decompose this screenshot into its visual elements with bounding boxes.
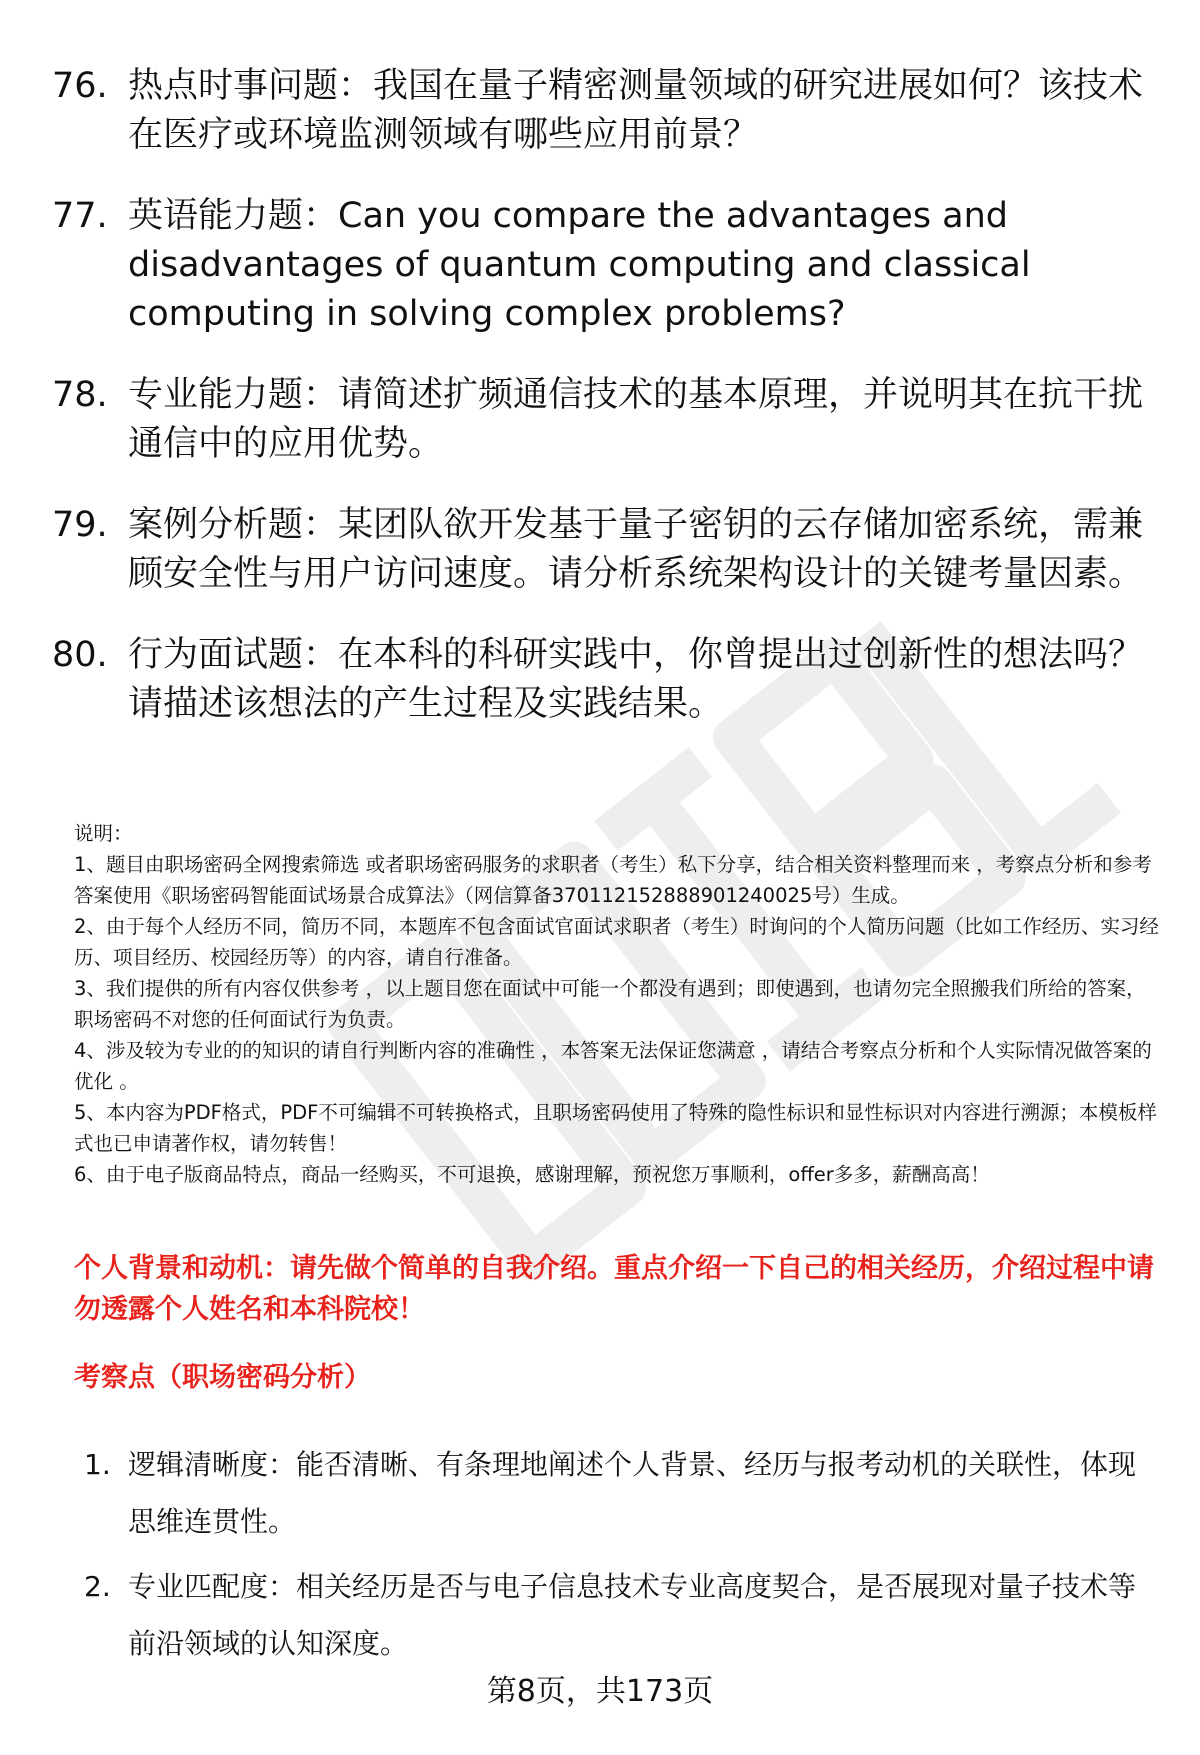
question-text: 热点时事问题：我国在量子精密测量领域的研究进展如何？该技术在医疗或环境监测领域有哪些应用前景？ — [128, 66, 1144, 155]
question-number: 78. — [52, 375, 108, 415]
question-number: 80. — [52, 635, 108, 675]
question-item — [52, 631, 1152, 729]
question-item — [52, 62, 1152, 160]
note-item: 6、由于电子版商品特点，商品一经购买，不可退换，感谢理解，预祝您万事顺利，offer多多，薪酬高高！ — [74, 1163, 990, 1186]
analysis-item — [84, 1436, 1144, 1550]
question-text: 案例分析题：某团队欲开发基于量子密钥的云存储加密系统，需兼顾安全性与用户访问速度。请分析系统架构设计的关键考量因素。 — [128, 505, 1144, 594]
question-number: 79. — [52, 505, 108, 545]
page-number: 第8页，共173页 — [486, 1674, 714, 1709]
question-text: 英语能力题：Can you compare the advantages and disadvantages of quantum computing and classical computing in solving complex problems? — [128, 196, 1031, 334]
note-item: 4、涉及较为专业的的知识的请自行判断内容的准确性 ，本答案无法保证您满意 ，请结合考察点分析和个人实际情况做答案的优化 。 — [74, 1039, 1152, 1093]
analysis-text: 专业匹配度：相关经历是否与电子信息技术专业高度契合，是否展现对量子技术等前沿领域的认知深度。 — [128, 1570, 1137, 1660]
note-item: 2、由于每个人经历不同，简历不同，本题库不包含面试官面试求职者（考生）时询问的个人简历问题（比如工作经历、实习经历、项目经历、校园经历等）的内容，请自行准备。 — [74, 915, 1159, 969]
analysis-item — [84, 1558, 1144, 1672]
notes-section — [74, 818, 1164, 1190]
question-number: 77. — [52, 196, 108, 236]
question-item — [52, 501, 1152, 599]
highlight-question: 个人背景和动机：请先做个简单的自我介绍。重点介绍一下自己的相关经历，介绍过程中请勿透露个人姓名和本科院校！ — [74, 1253, 1154, 1325]
analysis-number: 2. — [84, 1570, 111, 1603]
analysis-subtitle: 考察点（职场密码分析） — [74, 1362, 371, 1393]
question-item — [52, 371, 1152, 469]
question-list — [52, 62, 1152, 761]
analysis-list — [84, 1436, 1144, 1680]
analysis-text: 逻辑清晰度：能否清晰、有条理地阐述个人背景、经历与报考动机的关联性，体现思维连贯性。 — [128, 1448, 1137, 1538]
note-item: 1、题目由职场密码全网搜索筛选 或者职场密码服务的求职者（考生）私下分享，结合相关资料整理而来 ，考察点分析和参考答案使用《职场密码智能面试场景合成算法》（网信算备370112152888901240025号）生成。 — [74, 853, 1152, 907]
note-item: 3、我们提供的所有内容仅供参考 ，以上题目您在面试中可能一个都没有遇到；即使遇到，也请勿完全照搬我们所给的答案，职场密码不对您的任何面试行为负责。 — [74, 977, 1146, 1031]
question-text: 专业能力题：请简述扩频通信技术的基本原理，并说明其在抗干扰通信中的应用优势。 — [128, 375, 1144, 464]
notes-heading: 说明： — [74, 822, 133, 845]
question-item — [52, 192, 1152, 339]
analysis-number: 1. — [84, 1448, 111, 1481]
question-text: 行为面试题：在本科的科研实践中，你曾提出过创新性的想法吗？请描述该想法的产生过程及实践结果。 — [128, 635, 1144, 724]
question-number: 76. — [52, 66, 108, 106]
note-item: 5、本内容为PDF格式，PDF不可编辑不可转换格式，且职场密码使用了特殊的隐性标识和显性标识对内容进行溯源；本模板样式也已申请著作权，请勿转售！ — [74, 1101, 1157, 1155]
